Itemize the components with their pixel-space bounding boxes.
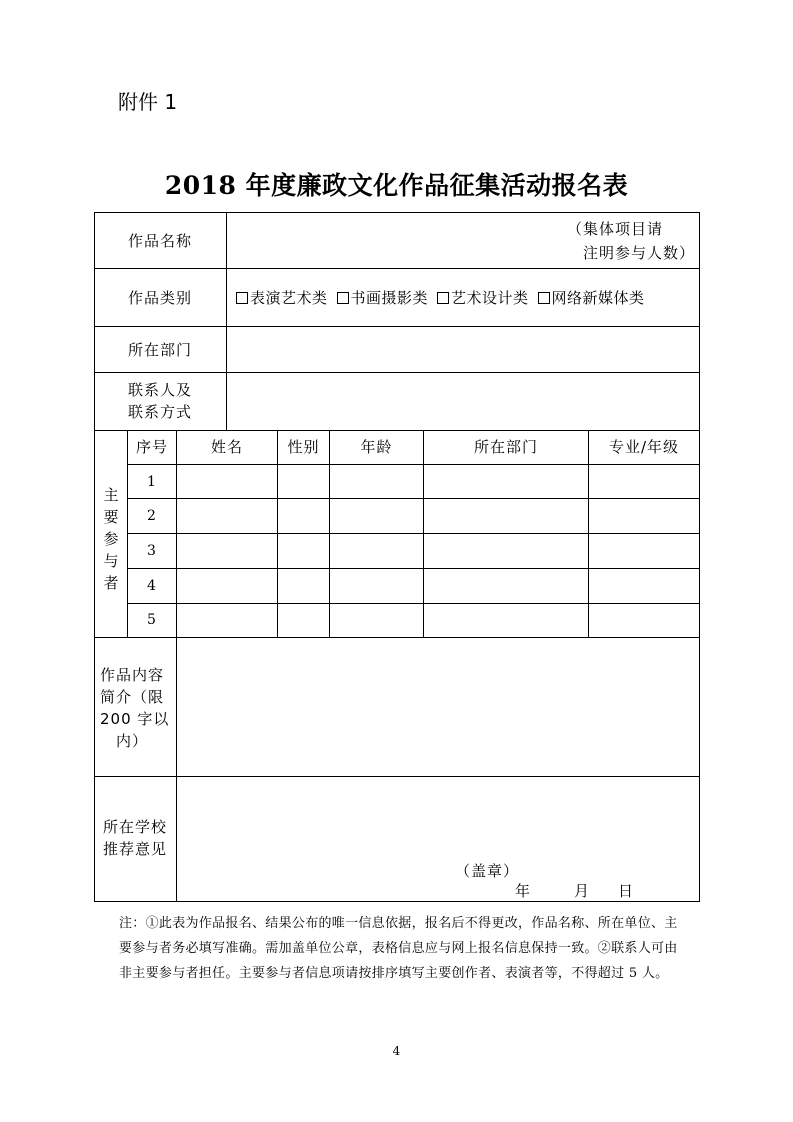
participant-number: 1 [147, 474, 157, 490]
intro-label-line1: 作品内容 [100, 666, 165, 684]
participant-column-divider [127, 430, 128, 638]
contact-field[interactable] [227, 373, 699, 430]
table-border-left [94, 212, 95, 902]
intro-label-line3: 200 字以 [100, 710, 170, 728]
participant-row-divider [127, 568, 700, 569]
date-month: 月 [574, 882, 591, 900]
category-option-calligraphy[interactable] [337, 287, 429, 309]
participant-number: 5 [147, 612, 157, 628]
participant-column-divider [277, 430, 278, 638]
form-note: 注：①此表为作品报名、结果公布的唯一信息依据，报名后不得更改，作品名称、所在单位、主要参与者务必填写准确。需加盖单位公章，表格信息应与网上报名信息保持一致。②联系人可由非主要参与者担任。主要参与者信息项请按排序填写主要创作者、表演者等，不得超过 5 人。 [119, 916, 678, 981]
participant-column-divider [588, 430, 589, 638]
intro-field[interactable] [177, 638, 699, 776]
table-border-bottom [94, 901, 700, 902]
table-border-right [699, 212, 700, 902]
participant-row-divider [127, 533, 700, 534]
side-label-char: 主 [103, 486, 119, 504]
participant-row-divider [127, 603, 700, 604]
contact-label-line1: 联系人及 [128, 381, 193, 399]
stamp-label: （盖章） [455, 862, 520, 880]
header-department: 所在部门 [473, 438, 538, 456]
recommendation-label-line1: 所在学校 [103, 818, 168, 836]
work-name-field[interactable] [227, 213, 557, 268]
form-title: 2018 年度廉政文化作品征集活动报名表 [164, 171, 629, 200]
participant-column-divider [176, 430, 177, 638]
intro-label-line2: 简介（限 [100, 688, 165, 706]
category-options [236, 287, 654, 309]
checkbox-icon[interactable] [437, 292, 449, 304]
header-age: 年龄 [360, 438, 393, 456]
category-option-design[interactable] [437, 287, 529, 309]
category-label: 作品类别 [128, 289, 193, 307]
checkbox-icon[interactable] [337, 292, 349, 304]
row-divider [94, 776, 700, 777]
contact-label-line2: 联系方式 [128, 403, 193, 421]
participant-row-divider [127, 498, 700, 499]
attachment-label: 附件 1 [118, 90, 178, 114]
date-day: 日 [618, 882, 635, 900]
participant-column-divider [423, 430, 424, 638]
participant-number: 2 [147, 508, 157, 524]
header-name: 姓名 [210, 438, 243, 456]
header-major-grade: 专业/年级 [608, 438, 680, 456]
row-divider [94, 430, 700, 431]
participant-number: 3 [147, 543, 157, 559]
participant-number: 4 [147, 578, 157, 594]
category-option-new-media[interactable] [538, 287, 645, 309]
department-field[interactable] [227, 327, 699, 372]
category-option-label: 艺术设计类 [451, 289, 529, 307]
side-label-char: 与 [103, 552, 119, 570]
side-label-char: 参 [103, 530, 119, 548]
side-label-char: 者 [103, 574, 119, 592]
header-gender: 性别 [287, 438, 320, 456]
checkbox-icon[interactable] [236, 292, 248, 304]
department-label: 所在部门 [128, 341, 193, 359]
row-divider [94, 268, 700, 269]
category-option-label: 网络新媒体类 [551, 289, 645, 307]
work-name-note-line2: 注明参与人数） [583, 244, 696, 262]
category-option-label: 书画摄影类 [350, 289, 429, 307]
side-label-char: 要 [103, 508, 119, 526]
page-number: 4 [392, 1044, 401, 1058]
category-option-performance[interactable] [236, 287, 328, 309]
recommendation-label-line2: 推荐意见 [103, 840, 168, 858]
date-year: 年 [515, 882, 532, 900]
participants-side-label [96, 484, 126, 594]
intro-label-line4: 内） [116, 732, 149, 750]
work-name-label: 作品名称 [128, 232, 193, 250]
work-name-note-line1: （集体项目请 [567, 220, 664, 238]
category-option-label: 表演艺术类 [250, 289, 328, 307]
participant-row-divider [127, 464, 700, 465]
participant-column-divider [329, 430, 330, 638]
checkbox-icon[interactable] [538, 292, 550, 304]
header-index: 序号 [135, 438, 168, 456]
